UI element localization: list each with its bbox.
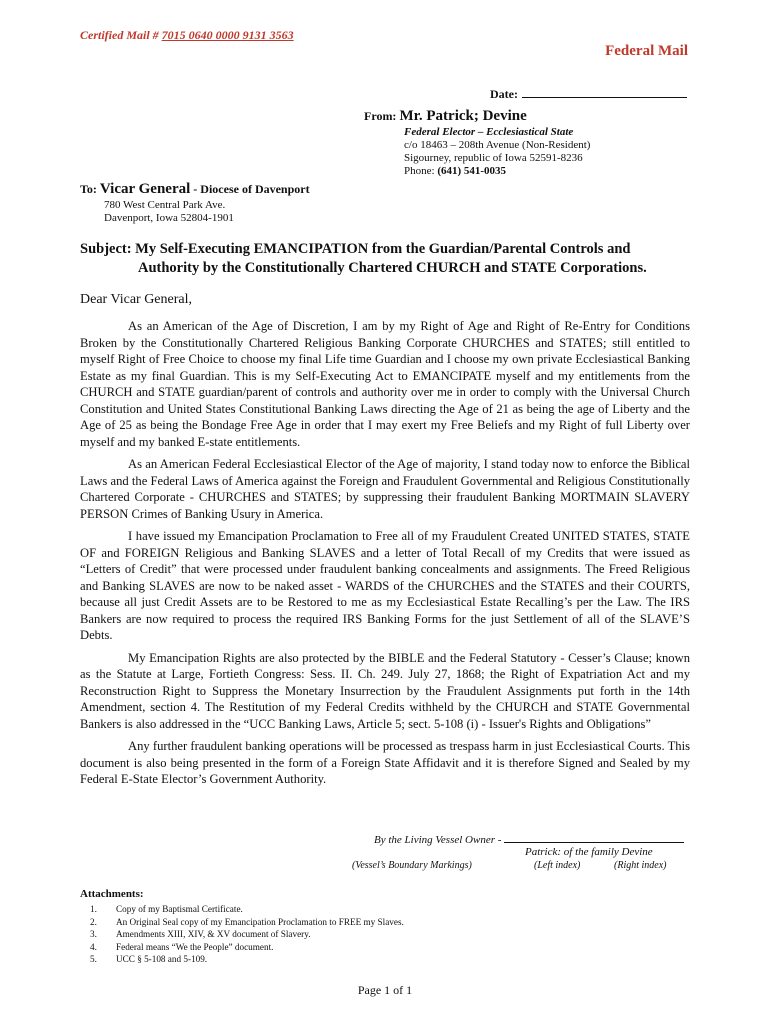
item-text: UCC § 5-108 and 5-109. [116, 954, 208, 964]
item-text: Federal means “We the People” document. [116, 941, 274, 952]
list-item [90, 916, 404, 929]
from-label: From: [364, 109, 397, 123]
item-number: 5. [90, 954, 97, 964]
paragraph: As an American of the Age of Discretion, I am by my Right of Age and Right of Re-Entry for Conditions Broken by the Constitutionally Chartered Religious Banking Corporate CHURCHES and STATES; still entitled to myself Right of Free Choice to choose my final Life time Guardian and I choose my own private Ecclesiastical Banking Estate as my final Guardian. This is my Self-Executing Act to EMANCIPATE myself and my entitlements from the CHURCH and STATE guardian/parent of controls and authority over me in order to comply with the Universal Church Constitution and United States Constitutional Banking Laws directing the Age of 21 as being the age of Liberty and the Age of 25 as being the Bondage Free Age in order that I may exert my Free Beliefs and my Right of full Liberty over myself and my banked E-state entitlements. [80, 319, 690, 449]
left-index: (Left index) [534, 860, 581, 871]
subject [80, 240, 690, 278]
item-number: 4. [90, 941, 97, 952]
certified-mail-number: 7015 0640 0000 9131 3563 [161, 28, 294, 42]
from-phone-line [404, 165, 590, 178]
phone-number: (641) 541-0035 [437, 165, 507, 177]
vessel-markings: (Vessel’s Boundary Markings) [352, 860, 472, 871]
paragraph: Any further fraudulent banking operations will be processed as trespass harm in just Ecclesiastical Courts. This document is also being presented in the form of a Foreign State Affidavit and it is therefore Signed and Sealed by my Federal E-State Elector’s Government Authority. [80, 739, 690, 786]
to-label: To: [80, 182, 97, 196]
from-address-2: Sigourney, republic of Iowa 52591-8236 [404, 152, 583, 164]
from-name: Mr. Patrick; Devine [399, 108, 527, 124]
salutation: Dear Vicar General, [80, 292, 192, 307]
list-item [90, 928, 404, 941]
attachments-list [90, 903, 404, 966]
date-label: Date: [490, 87, 518, 101]
to-line [80, 181, 310, 198]
federal-mail-heading: Federal Mail [605, 43, 688, 59]
to-diocese: - Diocese of Davenport [193, 182, 310, 196]
paragraph: My Emancipation Rights are also protected by the BIBLE and the Federal Statutory - Cesser’s Clause; known as the Statute at Large, Fortieth Congress: Sess. II. Ch. 249. July 27, 1868; the Right of Expatriation Act and my Reconstruction Right to Suppress the Monetary Insurrection by the Fraudulent Assignments put forth in the 14th Amendment, section 4. The Restitution of my Federal Credits withheld by the CHURCH and STATE Governmental Bankers is also addressed in the “UCC Banking Laws, Article 5; sect. 5-108 (i) - Issuer's Rights and Obligations” [80, 650, 690, 731]
letter-body [80, 318, 690, 794]
date-blank [522, 86, 687, 98]
page-number: Page 1 of 1 [357, 983, 413, 997]
to-address-2: Davenport, Iowa 52804-1901 [104, 212, 234, 224]
list-item [90, 941, 404, 954]
from-address-block [404, 126, 590, 178]
signature-line [374, 832, 684, 846]
subject-line-2: Authority by the Constitutionally Chartered CHURCH and STATE Corporations. [138, 260, 647, 276]
item-text: Amendments XIII, XIV, & XV document of Slavery. [116, 929, 311, 939]
from-address-1: c/o 18463 – 208th Avenue (Non-Resident) [404, 139, 591, 151]
from-line [364, 108, 527, 125]
attachments-title: Attachments: [80, 888, 144, 900]
certified-mail-label: Certified Mail # [80, 28, 159, 42]
signature-name: Patrick: of the family Devine [525, 846, 653, 858]
paragraph: As an American Federal Ecclesiastical Elector of the Age of majority, I stand today now to enforce the Biblical Laws and the Federal Laws of America against the Foreign and Fraudulent Governmental and Religious Constitutionally Chartered Corporate - CHURCHES and STATES; by suppressing their fraudulent Banking MORTMAIN SLAVERY PERSON Crimes of Banking Usury in America. [80, 457, 690, 521]
paragraph: I have issued my Emancipation Proclamation to Free all of my Fraudulent Created UNITED STATES, STATE OF and FOREIGN Religious and Banking SLAVES and a letter of Total Recall of my Credits that were issued as “Letters of Credit” that were processed under fraudulent banking concealments and assignments. The Freed Religious and Banking SLAVES are now to be naked asset - WARDS of the CHURCHES and the STATES and their COURTS, because all just Credit Assets are to be Restored to me as my Ecclesiastical Estate Recalling’s per the Law. The IRS Bankers are now required to process the required IRS Banking Forms for the just Settlement of all of the SLAVE’S Debts. [80, 529, 690, 642]
item-number: 2. [90, 916, 97, 927]
subject-line-1: Subject: My Self-Executing EMANCIPATION from the Guardian/Parental Controls and [80, 241, 631, 257]
signature-by: By the Living Vessel Owner - [374, 834, 502, 846]
item-number: 1. [90, 904, 97, 914]
to-name: Vicar General [99, 181, 191, 197]
item-text: An Original Seal copy of my Emancipation Proclamation to FREE my Slaves. [116, 916, 404, 927]
signature-blank [504, 832, 684, 843]
phone-label: Phone: [404, 165, 435, 177]
right-index: (Right index) [614, 860, 667, 871]
item-text: Copy of my Baptismal Certificate. [116, 904, 243, 914]
item-number: 3. [90, 929, 97, 939]
to-address-1: 780 West Central Park Ave. [104, 199, 226, 211]
list-item [90, 953, 404, 966]
certified-mail-line [80, 28, 294, 43]
date-line [490, 86, 687, 102]
list-item [90, 903, 404, 916]
to-address-block [104, 199, 234, 225]
from-role: Federal Elector – Ecclesiastical State [404, 126, 574, 138]
